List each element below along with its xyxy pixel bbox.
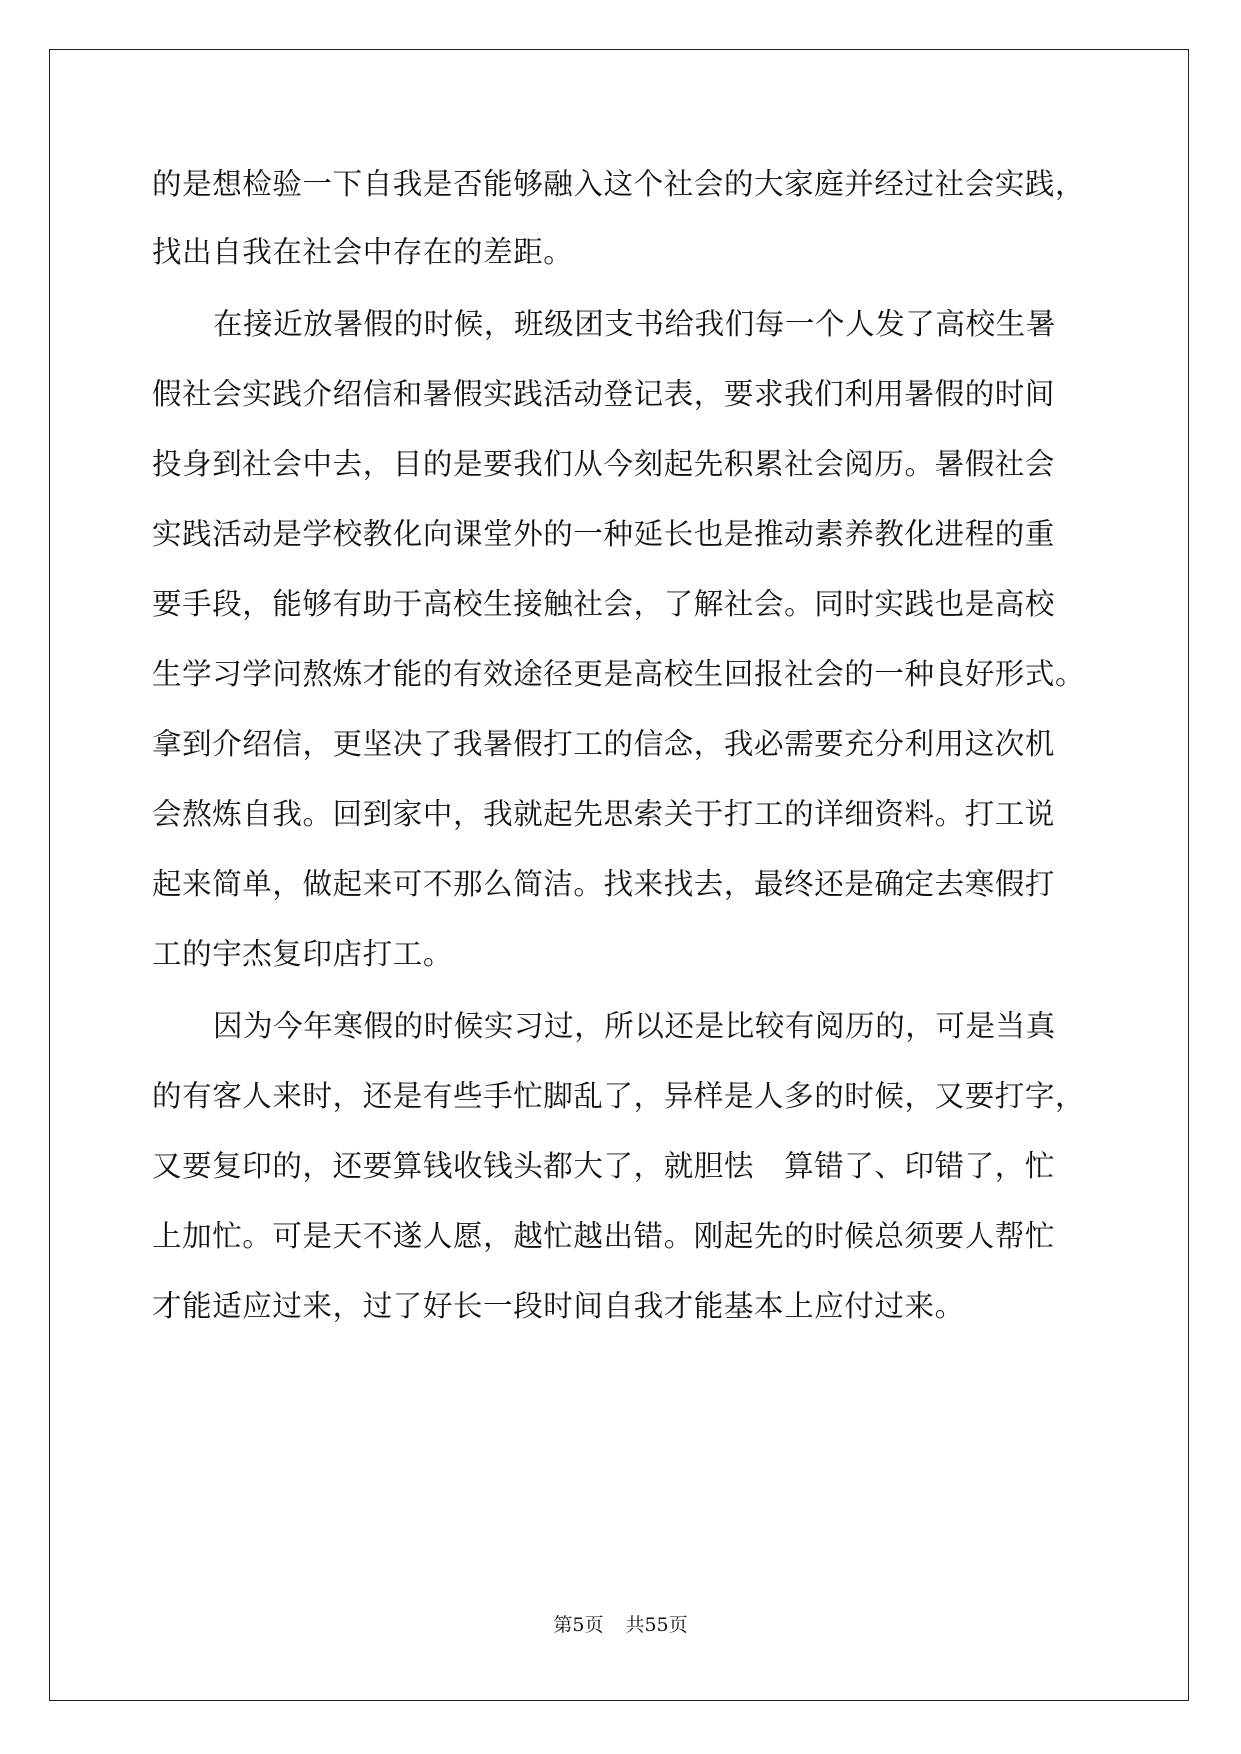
- page-number: 第5页: [553, 1614, 604, 1636]
- text-line: 的是想检验一下自我是否能够融入这个社会的大家庭并经过社会实践，: [152, 167, 1086, 201]
- text-line: 会熬炼自我。回到家中，我就起先思索关于打工的详细资料。打工说: [152, 797, 1056, 831]
- text-line: 上加忙。可是天不遂人愿，越忙越出错。刚起先的时候总须要人帮忙: [152, 1219, 1056, 1253]
- paragraph-first-line: 在接近放暑假的时候，班级团支书给我们每一个人发了高校生暑: [213, 307, 1056, 341]
- text-line: 工的宇杰复印店打工。: [152, 937, 454, 971]
- text-line: 找出自我在社会中存在的差距。: [152, 235, 574, 269]
- page-footer: [0, 1613, 1241, 1637]
- paragraph-first-line: 因为今年寒假的时候实习过，所以还是比较有阅历的，可是当真: [213, 1009, 1056, 1043]
- text-line: 假社会实践介绍信和暑假实践活动登记表，要求我们利用暑假的时间: [152, 377, 1056, 411]
- text-line: 起来简单，做起来可不那么简洁。找来找去，最终还是确定去寒假打: [152, 867, 1056, 901]
- text-line: 生学习学问熬炼才能的有效途径更是高校生回报社会的一种良好形式。: [152, 657, 1086, 691]
- text-line: 投身到社会中去，目的是要我们从今刻起先积累社会阅历。暑假社会: [152, 447, 1056, 481]
- page-total: 共55页: [625, 1614, 688, 1636]
- text-line: 实践活动是学校教化向课堂外的一种延长也是推动素养教化进程的重: [152, 517, 1056, 551]
- text-line: 要手段，能够有助于高校生接触社会，了解社会。同时实践也是高校: [152, 587, 1056, 621]
- text-line: 拿到介绍信，更坚决了我暑假打工的信念，我必需要充分利用这次机: [152, 727, 1056, 761]
- text-line: 的有客人来时，还是有些手忙脚乱了，异样是人多的时候，又要打字，: [152, 1079, 1086, 1113]
- text-line: 又要复印的，还要算钱收钱头都大了，就胆怯 算错了、印错了，忙: [152, 1149, 1056, 1183]
- text-line: 才能适应过来，过了好长一段时间自我才能基本上应付过来。: [152, 1289, 965, 1323]
